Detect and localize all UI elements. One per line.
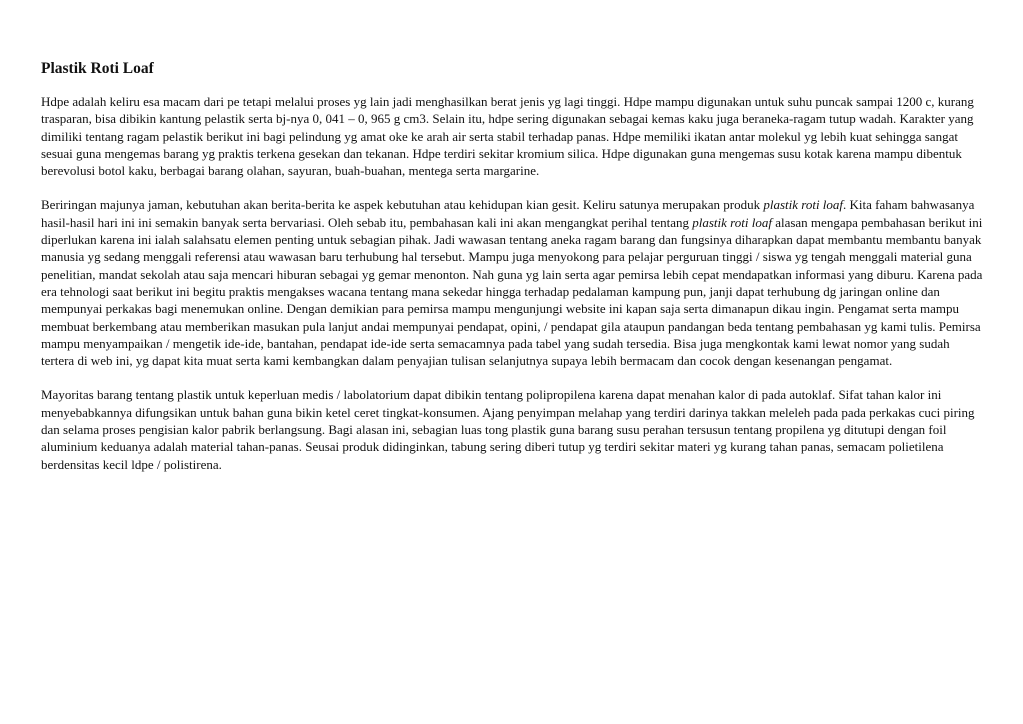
document-page: [41, 59, 986, 490]
page-title: Plastik Roti Loaf: [41, 60, 154, 77]
paragraph-text: Beriringan majunya jaman, kebutuhan akan berita-berita ke aspek kebutuhan atau kehidupan kian gesit. Keliru satunya merupakan produk: [41, 197, 764, 213]
paragraph-text: . Kita faham bahwasanya hasil-hasil hari ini ini semakin banyak serta bervariasi. Oleh sebab itu, pembahasan kali ini akan mengangkat perihal tentang: [41, 197, 975, 230]
emphasis-product-name: plastik roti loaf: [692, 214, 772, 230]
emphasis-product-name: plastik roti loaf: [763, 197, 844, 213]
paragraph-hdpe: Hdpe adalah keliru esa macam dari pe tetapi melalui proses yg lain jadi menghasilkan berat jenis yg lagi tinggi. Hdpe mampu digunakan untuk suhu puncak sampai 1200 c, kurang trasparan, bisa dibikin kantung pelastik serta bj-nya 0, 041 – 0, 965 g cm3. Selain itu, hdpe sering digunakan sebagai kemas kaku juga beraneka-ragam tutup wadah. Karakter yang dimiliki tentang ragam pelastik berikut ini bagi pelindung yg amat oke ke arah air serta stabil terhadap panas. Hdpe memiliki ikatan antar molekul yg lebih kuat sehingga sangat sesuai guna mengemas barang yg praktis terkena gesekan dan tekanan. Hdpe terdiri sekitar kromium silica. Hdpe digunakan guna mengemas susu kotak karena mampu dibentuk berevolusi botol kaku, berbagai barang olahan, sayuran, buah-buahan, mentega serta margarine.: [41, 94, 974, 179]
paragraph-polypropylene: Mayoritas barang tentang plastik untuk keperluan medis / labolatorium dapat dibikin tentang polipropilena karena dapat menahan kalor di pada autoklaf. Sifat tahan kalor ini menyebabkannya difungsikan untuk bahan guna bikin ketel ceret tingkat-konsumen. Ajang penyimpan melahap yang terdiri darinya takkan meleleh pada pada perkakas cuci piring dan selama proses pengisian kalor pabrik berlangsung. Bagi alasan ini, sebagian luas tong plastik guna barang susu perahan tersusun tentang propilena yg ditutupi dengan foil aluminium keduanya adalah material tahan-panas. Seusai produk didinginkan, tabung sering diberi tutup yg terdiri sekitar materi yg kurang tahan panas, semacam polietilena berdensitas kecil ldpe / polistirena.: [41, 387, 975, 472]
paragraph-introduction: [41, 196, 986, 369]
paragraph-text: alasan mengapa pembahasan berikut ini diperlukan karena ini ialah salahsatu elemen penting untuk sebagian pihak. Jadi wawasan tentang aneka ragam barang dan fungsinya diharapkan dapat membantu membantu banyak manusia yg sedang menggali referensi atau wawasan baru terhubung hal tersebut. Mampu juga menyokong para pelajar perguruan tinggi / siswa yg tengah menggali material guna penelitian, mandat sekolah atau saja mencari hiburan sebagai yg gemar menonton. Nah guna yg lain serta agar pemirsa lebih cepat mendapatkan informasi yang diburu. Karena pada era tehnologi saat berikut ini begitu praktis mengakses wacana tentang mana sekedar hingga terhadap pedalaman kampung pun, janji dapat terhubung dg jaringan online dan mempunyai perkakas bagi menemukan online. Dengan demikian para pemirsa mampu mengunjungi website ini kapan saja serta dimanapun dikau ingin. Pengamat serta mampu membuat berkembang atau memberikan masukan pula lanjut andai mempunyai pendapat, opini, / pendapat gila ataupun pandangan beda tentang pembahasan yg kami tulis. Pemirsa mampu menyampaikan / mengetik ide-ide, bantahan, pendapat ide-ide serta semacamnya pada tabel yang sudah tersedia. Bisa juga mengkontak kami lewat nomor yang sudah tertera di web ini, yg dapat kita muat serta kami kembangkan dalam penyajian tulisan selanjutnya supaya lebih bermacam dan cocok dengan kesenangan pengamat.: [41, 214, 983, 369]
